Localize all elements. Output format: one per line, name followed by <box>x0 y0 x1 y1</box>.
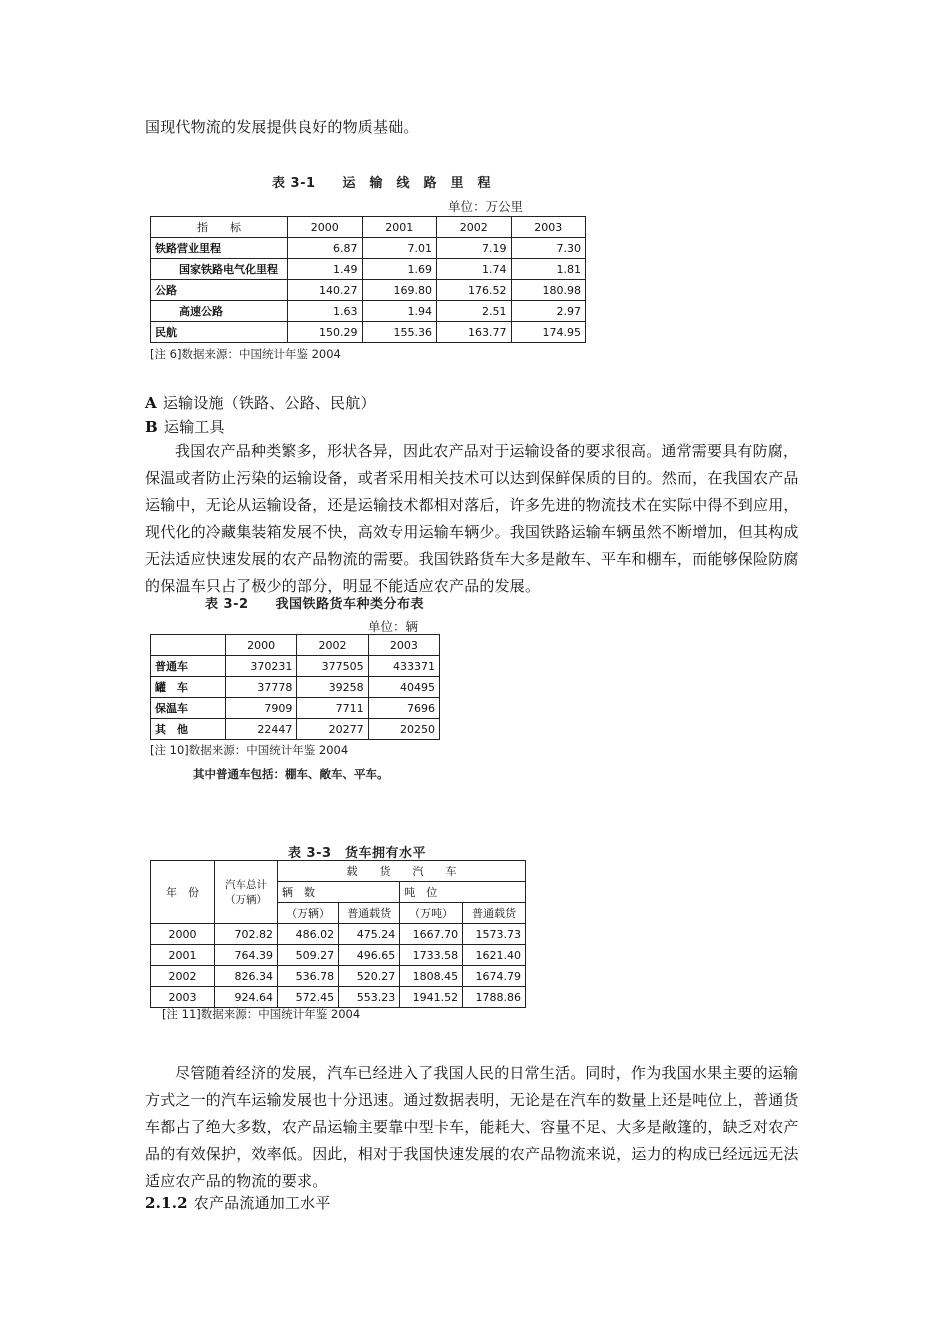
row-label: 保温车 <box>151 698 226 719</box>
table-row <box>151 987 526 1008</box>
cell-value: 2.51 <box>437 301 512 322</box>
cell-value: 40495 <box>368 677 439 698</box>
table-row <box>151 677 440 698</box>
table-row <box>151 924 526 945</box>
table-row <box>151 656 440 677</box>
cell-value: 1.94 <box>362 301 437 322</box>
cell-value: 163.77 <box>437 322 512 343</box>
row-label: 高速公路 <box>151 301 288 322</box>
cell-value: 176.52 <box>437 280 512 301</box>
cell-value: 7909 <box>226 698 297 719</box>
table3-header-ton-common: 普通载货 <box>463 903 526 924</box>
cell-value: 764.39 <box>215 945 278 966</box>
table3-header-ton: 吨 位 <box>400 882 526 903</box>
row-year: 2001 <box>151 945 215 966</box>
cell-value: 520.27 <box>339 966 400 987</box>
row-label: 国家铁路电气化里程 <box>151 259 288 280</box>
table3-header-total: 汽车总计（万辆） <box>215 861 278 924</box>
cell-value: 7.30 <box>511 238 586 259</box>
paragraph-truck-transport: 尽管随着经济的发展，汽车已经进入了我国人民的日常生活。同时，作为我国水果主要的运输方式之一的汽车运输发展也十分迅速。通过数据表明，无论是在汽车的数量上还是吨位上，普通货车都占了绝大多数，农产品运输主要靠中型卡车，能耗大、容量不足、大多是敞篷的，缺乏对农产品的有效保护，效率低。因此，相对于我国快速发展的农产品物流来说，运力的构成已经远远无法适应农产品的物流的要求。 <box>145 1064 799 1190</box>
table-row <box>151 698 440 719</box>
cell-value: 1808.45 <box>400 966 463 987</box>
table3-caption: 表 3-3 货车拥有水平 <box>288 846 427 861</box>
cell-value: 536.78 <box>278 966 339 987</box>
cell-value: 377505 <box>297 656 368 677</box>
cell-value: 1621.40 <box>463 945 526 966</box>
table3-note: [注 11]数据来源：中国统计年鉴 2004 <box>162 1007 361 1021</box>
cell-value: 433371 <box>368 656 439 677</box>
table1-header-row <box>151 217 586 238</box>
table2-note: [注 10]数据来源：中国统计年鉴 2004 <box>150 743 349 757</box>
cell-value: 924.64 <box>215 987 278 1008</box>
cell-value: 6.87 <box>288 238 363 259</box>
cell-value: 826.34 <box>215 966 278 987</box>
row-label: 普通车 <box>151 656 226 677</box>
cell-value: 1.81 <box>511 259 586 280</box>
table-row <box>151 259 586 280</box>
cell-value: 180.98 <box>511 280 586 301</box>
item-a-letter: A <box>145 394 157 412</box>
row-year: 2003 <box>151 987 215 1008</box>
table3 <box>150 860 526 1008</box>
cell-value: 174.95 <box>511 322 586 343</box>
row-year: 2000 <box>151 924 215 945</box>
cell-value: 37778 <box>226 677 297 698</box>
cell-value: 496.65 <box>339 945 400 966</box>
table1-note: [注 6]数据来源：中国统计年鉴 2004 <box>150 347 341 361</box>
row-label: 公路 <box>151 280 288 301</box>
row-label: 其 他 <box>151 719 226 740</box>
table-row <box>151 719 440 740</box>
cell-value: 22447 <box>226 719 297 740</box>
cell-value: 7696 <box>368 698 439 719</box>
cell-value: 509.27 <box>278 945 339 966</box>
cell-value: 1667.70 <box>400 924 463 945</box>
table-row <box>151 945 526 966</box>
cell-value: 7711 <box>297 698 368 719</box>
section-title: 农产品流通加工水平 <box>193 1194 331 1212</box>
table2-header-cell <box>151 635 226 656</box>
table3-header-year: 年 份 <box>151 861 215 924</box>
table2 <box>150 634 440 740</box>
row-label: 铁路营业里程 <box>151 238 288 259</box>
table2-footnote: 其中普通车包括：棚车、敞车、平车。 <box>193 767 389 781</box>
item-a <box>145 390 376 417</box>
cell-value: 140.27 <box>288 280 363 301</box>
cell-value: 20277 <box>297 719 368 740</box>
table3-header-count-common: 普通载货 <box>339 903 400 924</box>
table-row <box>151 322 586 343</box>
table2-header-cell: 2000 <box>226 635 297 656</box>
table3-header-ton-unit: （万吨） <box>400 903 463 924</box>
item-a-text: 运输设施（铁路、公路、民航） <box>162 394 376 412</box>
table2-header-row <box>151 635 440 656</box>
section-number: 2.1.2 <box>145 1194 188 1212</box>
table1-header-cell: 2002 <box>437 217 512 238</box>
table3-header-count-unit: （万辆） <box>278 903 339 924</box>
cell-value: 2.97 <box>511 301 586 322</box>
table1-header-cell: 2001 <box>362 217 437 238</box>
cell-value: 486.02 <box>278 924 339 945</box>
table2-caption: 表 3-2 我国铁路货车种类分布表 <box>205 597 425 612</box>
section-heading <box>145 1190 331 1217</box>
cell-value: 572.45 <box>278 987 339 1008</box>
table1-header-cell: 2003 <box>511 217 586 238</box>
row-label: 罐 车 <box>151 677 226 698</box>
cell-value: 1.63 <box>288 301 363 322</box>
cell-value: 475.24 <box>339 924 400 945</box>
intro-line: 国现代物流的发展提供良好的物质基础。 <box>145 118 419 136</box>
item-b-letter: B <box>145 418 158 436</box>
cell-value: 39258 <box>297 677 368 698</box>
cell-value: 155.36 <box>362 322 437 343</box>
cell-value: 1674.79 <box>463 966 526 987</box>
table1-caption: 表 3-1 运 输 线 路 里 程 <box>272 176 492 191</box>
cell-value: 7.01 <box>362 238 437 259</box>
cell-value: 1.74 <box>437 259 512 280</box>
cell-value: 1788.86 <box>463 987 526 1008</box>
table3-header-row <box>151 861 526 882</box>
table1-unit: 单位：万公里 <box>448 199 524 214</box>
table2-unit: 单位：辆 <box>368 619 419 634</box>
row-year: 2002 <box>151 966 215 987</box>
cell-value: 1941.52 <box>400 987 463 1008</box>
cell-value: 7.19 <box>437 238 512 259</box>
table-row <box>151 280 586 301</box>
table1 <box>150 216 586 343</box>
cell-value: 169.80 <box>362 280 437 301</box>
cell-value: 1733.58 <box>400 945 463 966</box>
item-b-text: 运输工具 <box>163 418 225 436</box>
table-row <box>151 238 586 259</box>
cell-value: 553.23 <box>339 987 400 1008</box>
cell-value: 1.69 <box>362 259 437 280</box>
cell-value: 1.49 <box>288 259 363 280</box>
table-row <box>151 301 586 322</box>
table3-header-count: 辆 数 <box>278 882 400 903</box>
cell-value: 1573.73 <box>463 924 526 945</box>
table1-header-cell: 2000 <box>288 217 363 238</box>
cell-value: 20250 <box>368 719 439 740</box>
cell-value: 370231 <box>226 656 297 677</box>
table2-header-cell: 2003 <box>368 635 439 656</box>
paragraph-transport-tools: 我国农产品种类繁多，形状各异，因此农产品对于运输设备的要求很高。通常需要具有防腐，保温或者防止污染的运输设备，或者采用相关技术可以达到保鲜保质的目的。然而，在我国农产品运输中，无论从运输设备，还是运输技术都相对落后，许多先进的物流技术在实际中得不到应用，现代化的冷藏集装箱发展不快，高效专用运输车辆少。我国铁路运输车辆虽然不断增加，但其构成无法适应快速发展的农产品物流的需要。我国铁路货车大多是敞车、平车和棚车，而能够保险防腐的保温车只占了极少的部分，明显不能适应农产品的发展。 <box>145 442 799 595</box>
cell-value: 150.29 <box>288 322 363 343</box>
table1-header-cell: 指 标 <box>151 217 288 238</box>
table2-header-cell: 2002 <box>297 635 368 656</box>
table-row <box>151 966 526 987</box>
row-label: 民航 <box>151 322 288 343</box>
item-b <box>145 414 225 441</box>
table3-header-group: 载 货 汽 车 <box>278 861 526 882</box>
cell-value: 702.82 <box>215 924 278 945</box>
